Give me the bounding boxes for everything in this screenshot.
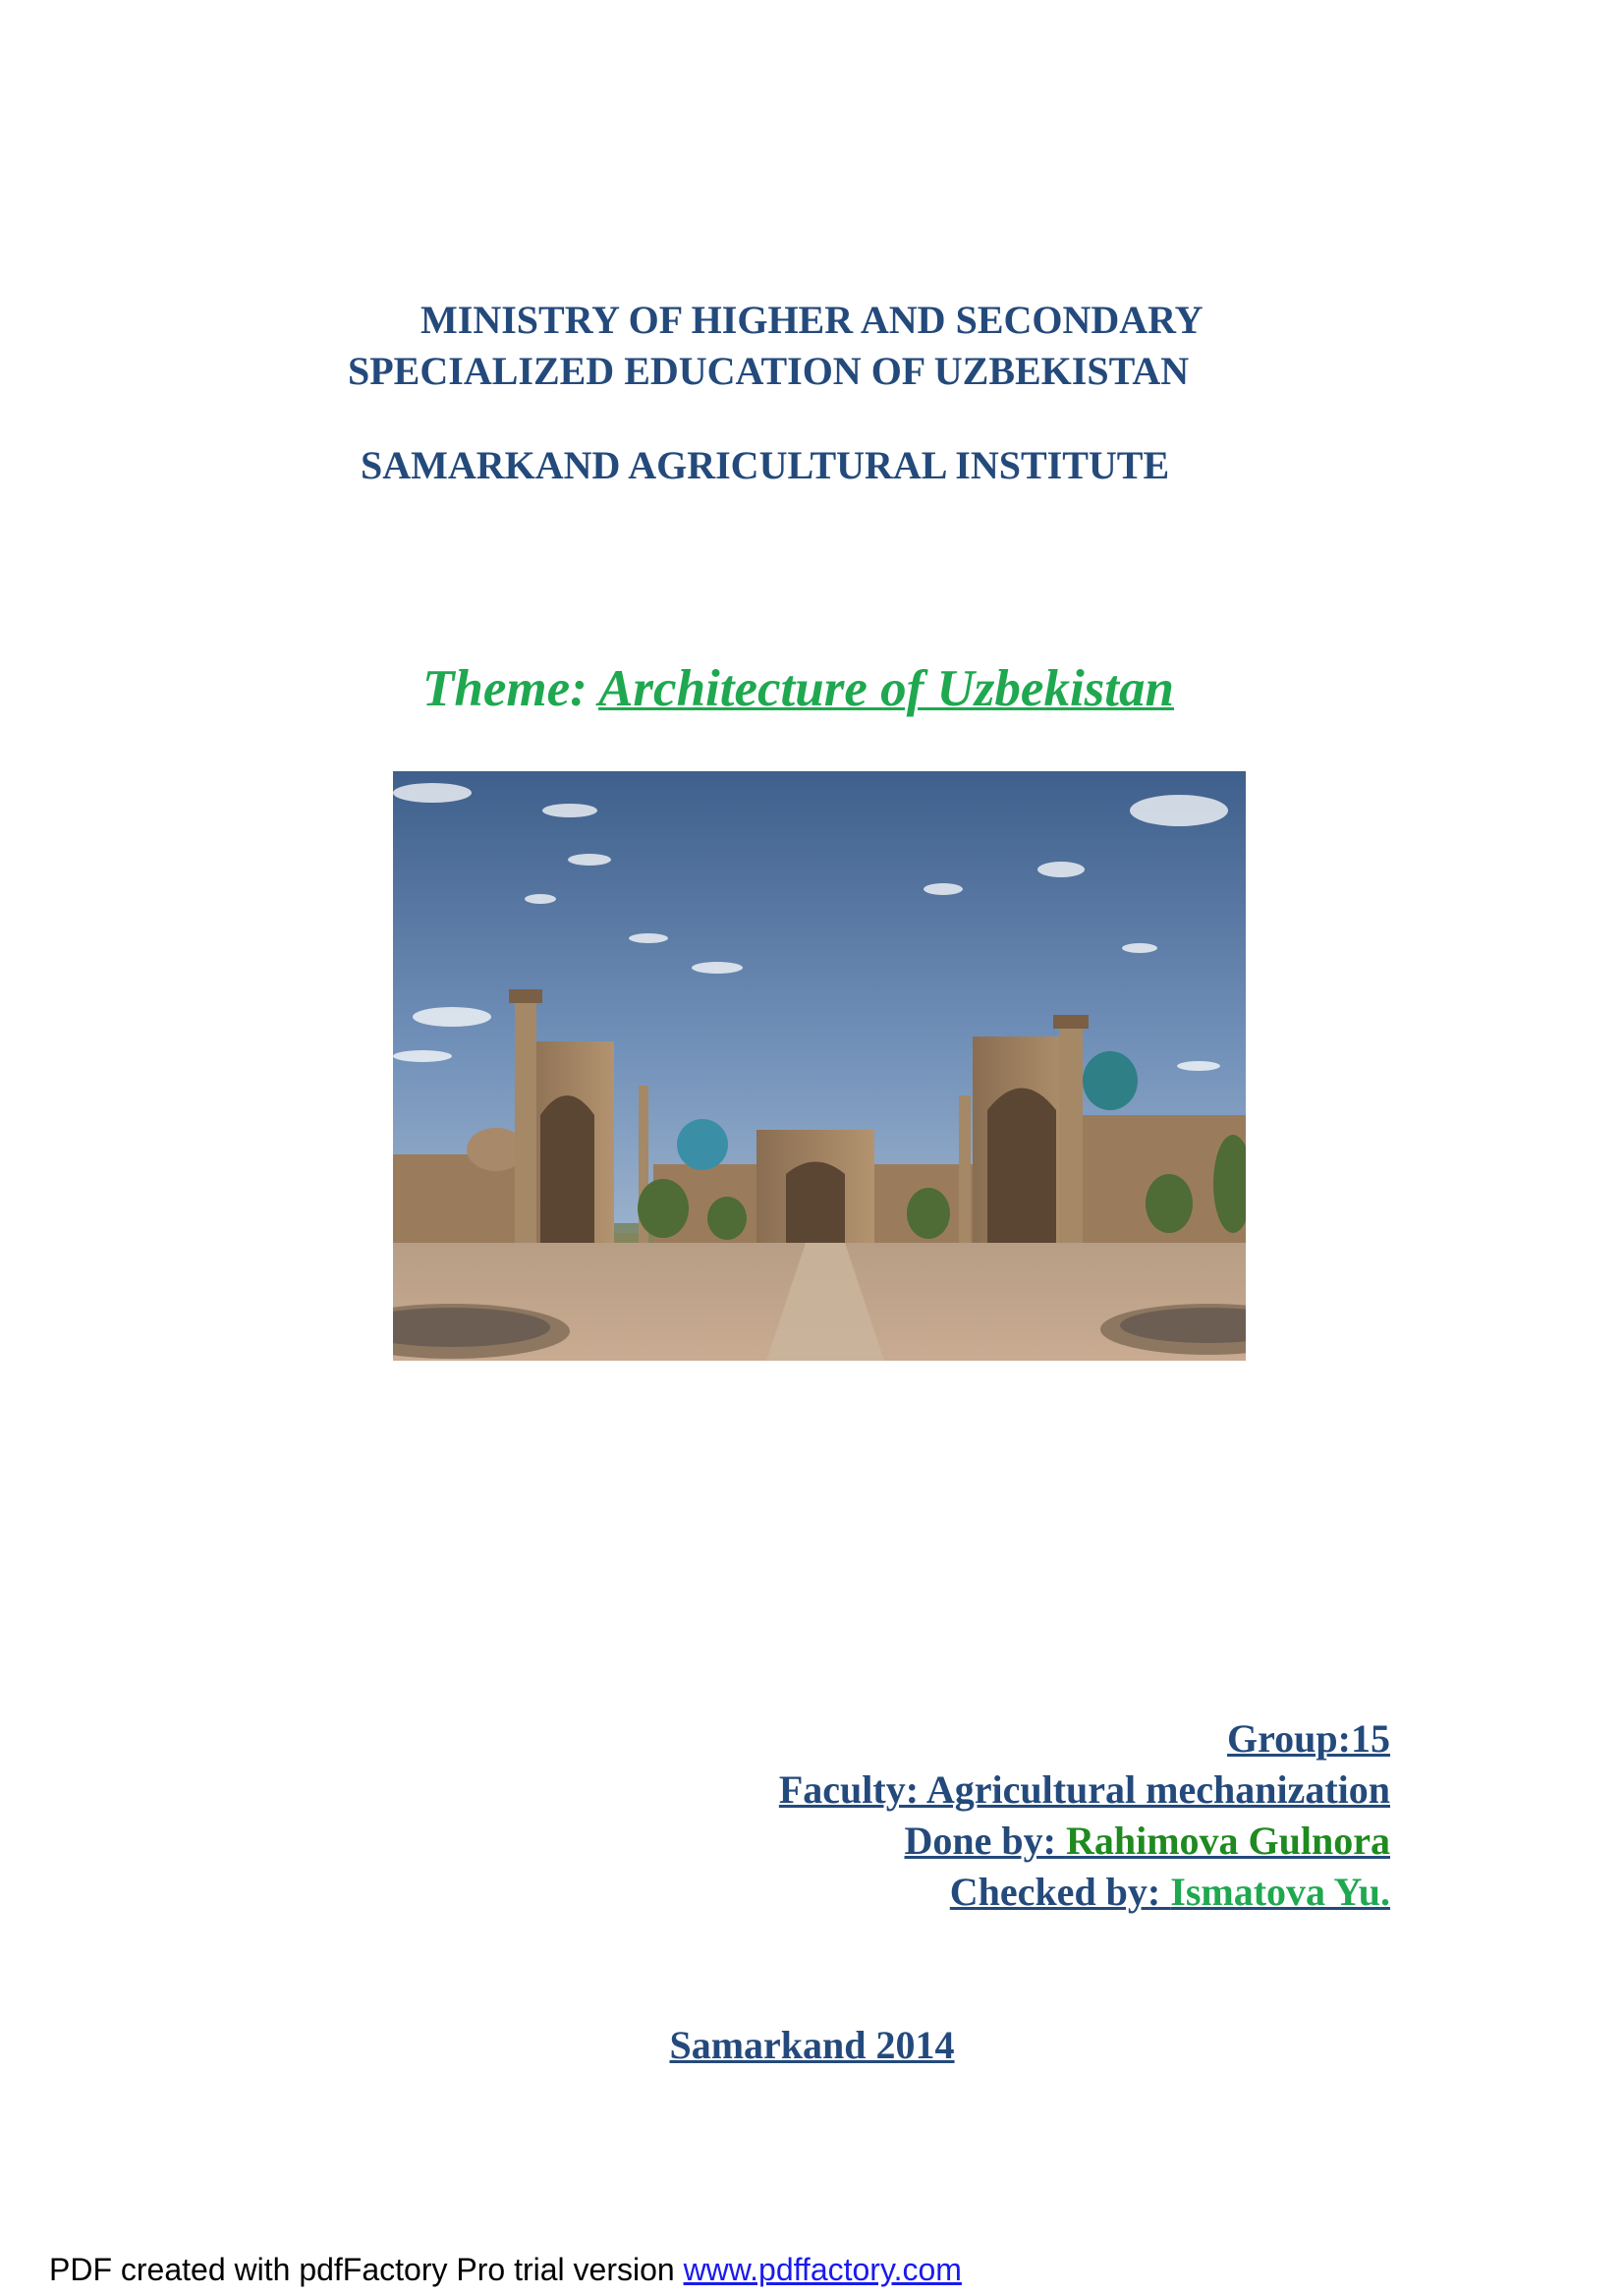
city-year-text: Samarkand 2014 bbox=[669, 2023, 955, 2067]
institute-name: SAMARKAND AGRICULTURAL INSTITUTE bbox=[361, 443, 1170, 487]
ministry-heading-line1: MINISTRY OF HIGHER AND SECONDARY bbox=[420, 298, 1204, 342]
city-year bbox=[0, 2020, 1624, 2071]
group-line bbox=[779, 1713, 1390, 1764]
done-by-name: Rahimova Gulnora bbox=[1065, 1819, 1390, 1863]
checked-by-line bbox=[779, 1867, 1390, 1918]
group-text: Group:15 bbox=[1227, 1716, 1390, 1761]
pdf-footer-note bbox=[49, 2250, 962, 2289]
submission-info bbox=[779, 1713, 1390, 1918]
checked-by-name: Ismatova Yu. bbox=[1170, 1870, 1390, 1914]
pdf-footer-text: PDF created with pdfFactory Pro trial version bbox=[49, 2252, 684, 2287]
done-by-line bbox=[779, 1816, 1390, 1867]
theme-label: Theme: bbox=[422, 660, 599, 717]
theme-title bbox=[422, 656, 1174, 721]
faculty-line bbox=[779, 1764, 1390, 1816]
registan-photo bbox=[393, 771, 1246, 1361]
theme-topic: Architecture of Uzbekistan bbox=[598, 660, 1175, 717]
ministry-heading-line2: SPECIALIZED EDUCATION OF UZBEKISTAN bbox=[348, 349, 1190, 393]
checked-by-label: Checked by: bbox=[949, 1870, 1171, 1914]
done-by-label: Done by: bbox=[904, 1819, 1066, 1863]
pdffactory-link[interactable]: www.pdffactory.com bbox=[683, 2252, 962, 2287]
faculty-text: Faculty: Agricultural mechanization bbox=[778, 1767, 1390, 1812]
